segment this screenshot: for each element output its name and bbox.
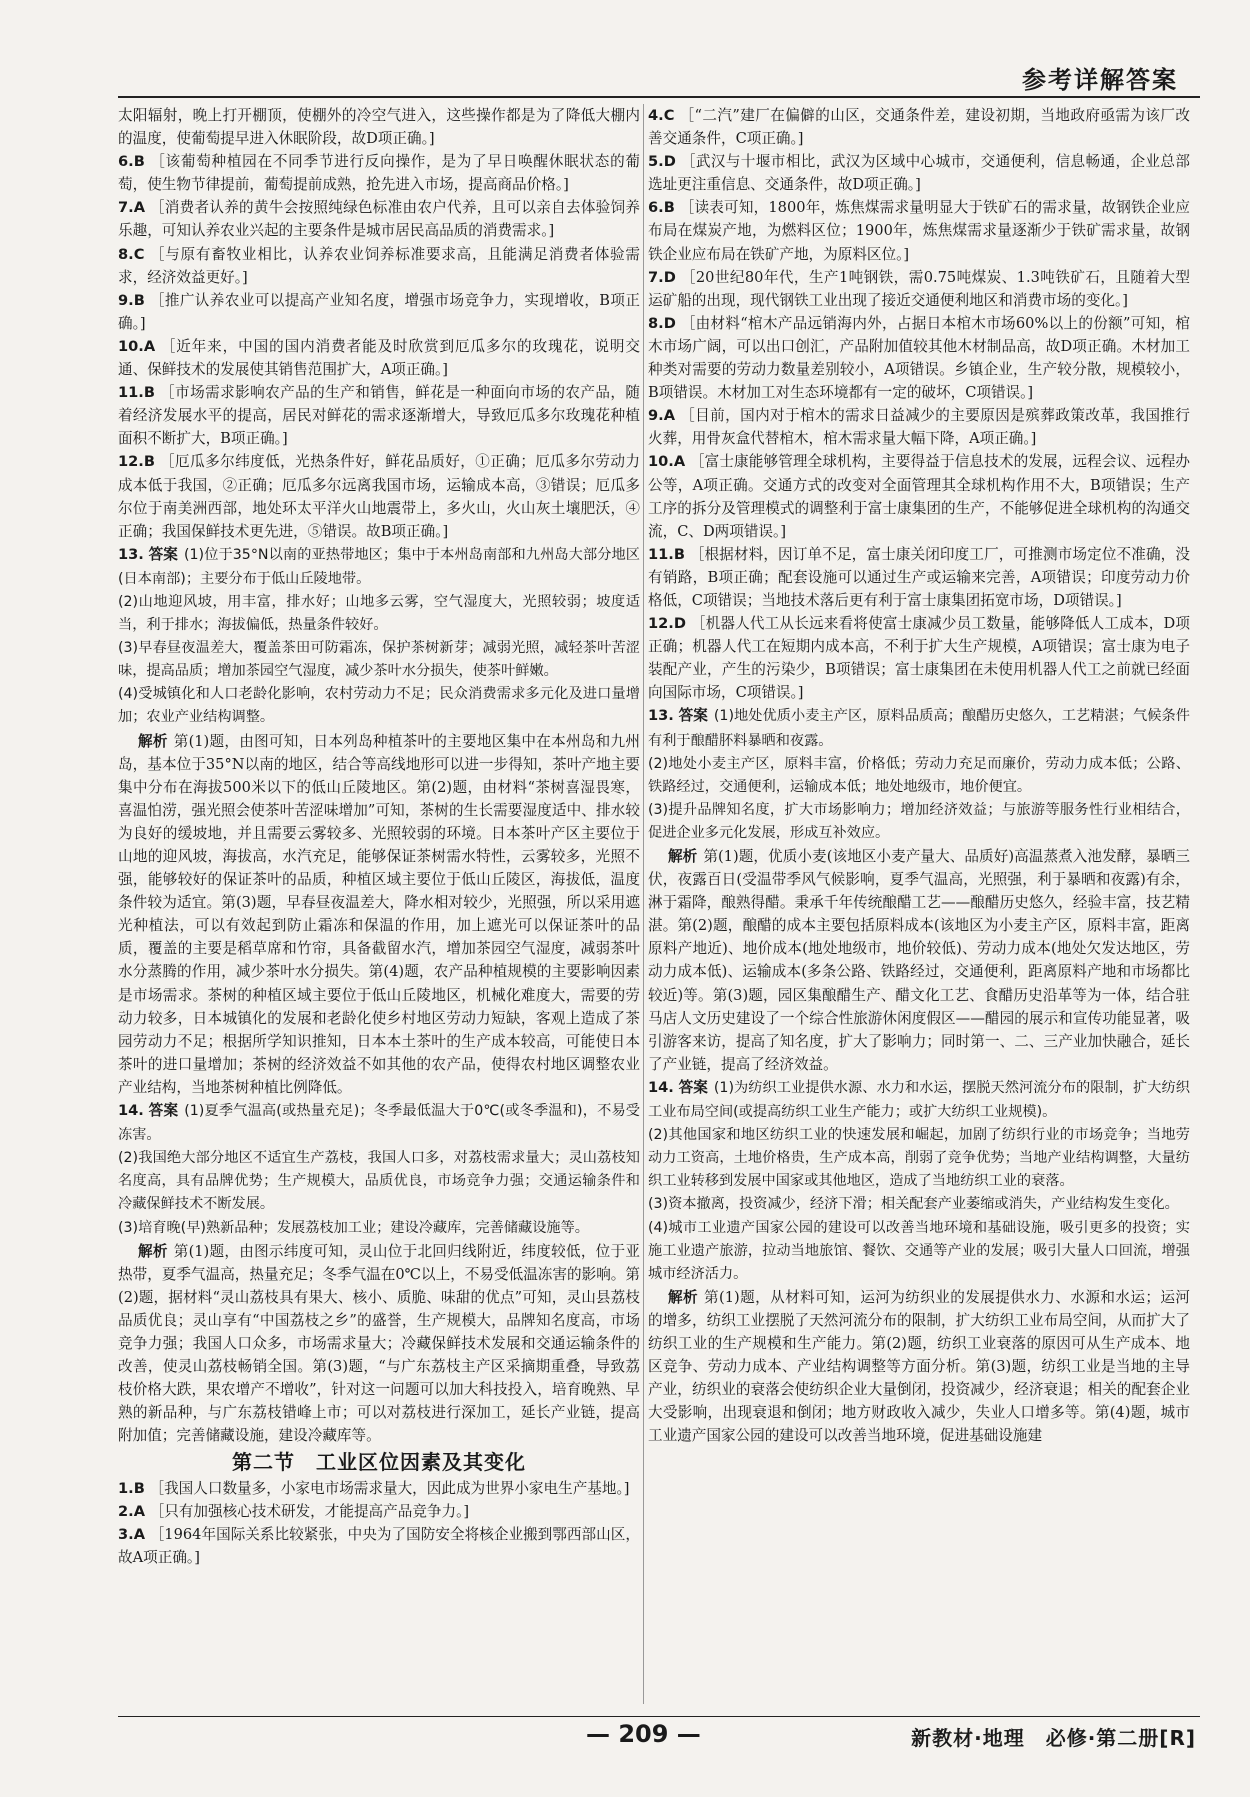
right-column	[648, 104, 1190, 1704]
answer-item	[118, 381, 640, 450]
item-number: 1.B	[118, 1479, 145, 1497]
item-text: ［推广认养农业可以提高产业知名度，增强市场竞争力，实现增收，B项正确。]	[118, 291, 640, 332]
answer-item	[118, 150, 640, 196]
analysis-label: 解析	[668, 848, 698, 865]
answer-text: (3)提升品牌知名度，扩大市场影响力；增加经济效益；与旅游等服务性行业相结合，促进企业多元化发展，形成互补效应。	[648, 801, 1190, 841]
item-text: ［市场需求影响农产品的生产和销售，鲜花是一种面向市场的农产品，随着经济发展水平的提高，居民对鲜花的需求逐渐增大，导致厄瓜多尔玫瑰花种植面积不断扩大，B项正确。]	[118, 384, 640, 448]
analysis-block	[648, 1286, 1190, 1448]
answer-item	[648, 312, 1190, 404]
analysis-label: 解析	[138, 732, 168, 750]
item-number: 9.A	[648, 407, 675, 425]
item-number: 10.A	[648, 453, 686, 471]
item-number: 9.B	[118, 291, 145, 309]
left-column	[118, 104, 640, 1704]
analysis-label: 解析	[668, 1288, 699, 1306]
item-number: 6.B	[118, 153, 145, 171]
item-text: ［与原有畜牧业相比，认养农业饲养标准要求高，且能满足消费者体验需求，经济效益更好。]	[118, 245, 640, 286]
item-text: (1)地处优质小麦主产区，原料品质高；酿醋历史悠久，工艺精湛；气候条件有利于酿醋肧料暴晒和夜露。	[648, 708, 1190, 749]
answer-item	[118, 243, 640, 289]
item-text: ［20世纪80年代，生产1吨钢铁，需0.75吨煤炭、1.3吨铁矿石，且随着大型运矿船的出现，现代钢铁工业出现了接近交通便利地区和消费市场的变化。]	[648, 268, 1190, 309]
item-text: 第(1)题，从材料可知，运河为纺织业的发展提供水力、水源和水运；运河的增多，纺织工业摆脱了天然河流分布的限制，扩大纺织工业布局空间，从而扩大了纺织工业的生产规模和生产能力。第(2)题，纺织工业衰落的原因可从生产成本、地区竞争、劳动力成本、产业结构调整等方面分析。第(3)题，纺织工业是当地的主导产业，纺织业的衰落会使纺织企业大量倒闭，投资减少，经济衰退；相关的配套企业大受影响，出现衰退和倒闭；地方财政收入减少，失业人口增多等。第(4)题，城市工业遗产国家公园的建设可以改善当地环境，促进基础设施建	[648, 1288, 1190, 1445]
item-number: 12.B	[118, 453, 155, 471]
header-title: 参考详解答案	[1022, 66, 1178, 94]
item-text: ［根据材料，因订单不足，富士康关闭印度工厂，可推测市场定位不准确，没有销路，B项正确；配套设施可以通过生产或运输来完善，A项错误；印度劳动力价格低，C项错误；当地技术落后更有利于富士康集团拓宽市场，D项错误。]	[648, 545, 1190, 609]
answer-text: (3)资本撤离，投资减少，经济下滑；相关配套产业萎缩或消失，产业结构发生变化。	[648, 1196, 1179, 1213]
item-number: 6.B	[648, 199, 675, 217]
item-text: ［由材料“棺木产品远销海内外，占据日本棺木市场60%以上的份额”可知，棺木市场广阔，可以出口创汇，产品附加值较其他木材制品高，故D项正确。木材加工种类对需要的劳动力数量差别较小，A项错误。乡镇企业，生产较分散，规模较小，B项错误。木材加工对生态环境都有一定的破坏，C项错误。]	[648, 314, 1190, 402]
answer-item	[118, 450, 640, 542]
answer-item	[648, 404, 1190, 450]
item-number: 14.	[118, 1102, 144, 1120]
answer-item	[118, 1523, 640, 1569]
item-number: 8.D	[648, 314, 676, 332]
answer-label: 答案	[678, 1078, 708, 1096]
item-number: 2.A	[118, 1502, 145, 1520]
answer-item	[118, 1099, 640, 1147]
answer-text: (2)其他国家和地区纺织工业的快速发展和崛起，加剧了纺织行业的市场竞争；当地劳动力工资高，土地价格贵，生产成本高，削弱了竞争优势；当地产业结构调整，大量纺织工业转移到发展中国家或其他地区，造成了当地纺织工业的衰落。	[648, 1127, 1190, 1190]
item-text: ［读表可知，1800年，炼焦煤需求量明显大于铁矿石的需求量，故钢铁企业应布局在煤炭产地，为燃料区位；1900年，炼焦煤需求量逐渐少于铁矿需求量，故钢铁企业应布局在铁矿产地，为原料区位。]	[648, 199, 1190, 263]
answer-label: 答案	[148, 1102, 179, 1120]
item-text: ［“二汽”建厂在偏僻的山区，交通条件差，建设初期，当地政府亟需为该厂改善交通条件，C项正确。]	[648, 107, 1190, 148]
answer-item	[118, 335, 640, 381]
answer-item	[648, 543, 1190, 612]
answer-label: 答案	[148, 545, 178, 563]
item-text: ［富士康能够管理全球机构，主要得益于信息技术的发展，远程会议、远程办公等，A项正确。交通方式的改变对全面管理其全球机构作用不大，B项错误；生产工序的拆分及管理模式的调整利于富士康集团的生产，不能够促进全球机构的沟通交流，C、D两项错误。]	[648, 453, 1190, 540]
item-text: ［1964年国际关系比较紧张，中央为了国防安全将核企业搬到鄂西部山区，故A项正确。]	[118, 1525, 640, 1566]
item-text: ［厄瓜多尔纬度低，光热条件好，鲜花品质好，①正确；厄瓜多尔劳动力成本低于我国，②正确；厄瓜多尔远离我国市场，运输成本高，③错误；厄瓜多尔位于南美洲西部，地处环太平洋火山地震带上，多火山，火山灰土壤肥沃，④正确；我国保鲜技术更先进，⑤错误。故B项正确。]	[118, 453, 640, 540]
analysis-label: 解析	[138, 1242, 168, 1260]
answer-text: (3)早春昼夜温差大，覆盖茶田可防霜冻，保护茶树新芽；减弱光照，减轻茶叶苦涩味，提高品质；增加茶园空气湿度，减少茶叶水分损失，使茶叶鲜嫩。	[118, 640, 640, 680]
item-number: 14.	[648, 1078, 674, 1096]
item-text: ［目前，国内对于棺木的需求日益减少的主要原因是殡葬政策改革，我国推行火葬，用骨灰盒代替棺木，棺木需求量大幅下降，A项正确。]	[648, 407, 1190, 448]
item-text: (1)为纺织工业提供水源、水力和水运，摆脱天然河流分布的限制，扩大纺织工业布局空间(或提高纺织工业生产能力；或扩大纺织工业规模)。	[648, 1079, 1190, 1121]
answer-text: (4)受城镇化和人口老龄化影响，农村劳动力不足；民众消费需求多元化及进口量增加；农业产业结构调整。	[118, 686, 640, 726]
answer-item	[648, 196, 1190, 265]
item-text: 第(1)题，由图示纬度可知，灵山位于北回归线附近，纬度较低，位于亚热带，夏季气温高，热量充足；冬季气温在0℃以上，不易受低温冻害的影响。第(2)题，据材料“灵山荔枝具有果大、核小、质脆、味甜的优点”可知，灵山县荔枝品质优良；灵山享有“中国荔枝之乡”的盛誉，生产规模大，品牌知名度高，市场竞争力强；我国人口众多，市场需求量大；冷藏保鲜技术发展和交通运输条件的改善，使灵山荔枝畅销全国。第(3)题，“与广东荔枝主产区采摘期重叠，导致荔枝价格大跌，果农增产不增收”，针对这一问题可以加大科技投入，培育晚熟、早熟的新品种，与广东荔枝错峰上市；可以对荔枝进行深加工，延长产业链，提高附加值；完善储藏设施，建设冷藏库等。	[118, 1242, 640, 1445]
item-text: ［只有加强核心技术研发，才能提高产品竞争力。]	[149, 1502, 470, 1520]
item-number: 11.B	[648, 545, 685, 563]
item-number: 11.B	[118, 384, 155, 402]
footer-rule	[118, 1716, 1200, 1717]
item-text: 第(1)题，优质小麦(该地区小麦产量大、品质好)高温蒸煮入池发酵，暴晒三伏，夜露百日(受温带季风气候影响，夏季气温高，光照强，利于暴晒和夜露)有余，淋于霜降，酿熟得醋。秉承千年传统酿醋工艺——酿醋历史悠久，经验丰富，技艺精湛。第(2)题，酿醋的成本主要包括原料成本(该地区为小麦主产区，原料丰富，距离原料产地近)、地价成本(地处地级市，地价较低)、劳动力成本(地处欠发达地区，劳动力成本低)、运输成本(多条公路、铁路经过，交通便利，距离原料产地和市场都比较近)等。第(3)题，园区集酿醋生产、醋文化工艺、食醋历史沿革等为一体，结合驻马店人文历史建设了一个综合性旅游休闲度假区——醋园的展示和宣传功能显著，吸引游客来访，提高了知名度，扩大了影响力；同时第一、二、三产业加快融合，延长了产业链，提高了经济效益。	[648, 848, 1190, 1073]
footer-series: 新教材·地理 必修·第二册[R]	[911, 1726, 1196, 1750]
item-text: (1)夏季气温高(或热量充足)；冬季最低温大于0℃(或冬季温和)，不易受冻害。	[118, 1103, 640, 1144]
continued-text: 太阳辐射，晚上打开棚顶，使棚外的冷空气进入，这些操作都是为了降低大棚内的温度，使葡萄提早进入休眠阶段，故D项正确。]	[118, 107, 640, 148]
answer-text: (2)地处小麦主产区，原料丰富，价格低；劳动力充足而廉价，劳动力成本低；公路、铁路经过，交通便利，运输成本低；地处地级市，地价便宜。	[648, 755, 1190, 795]
item-number: 13.	[648, 707, 674, 725]
item-number: 7.A	[118, 199, 145, 217]
item-number: 13.	[118, 545, 144, 563]
answer-item	[648, 612, 1190, 704]
item-text: (1)位于35°N以南的亚热带地区；集中于本州岛南部和九州岛大部分地区(日本南部)；主要分布于低山丘陵地带。	[118, 546, 640, 587]
item-text: ［我国人口数量多，小家电市场需求量大，因此成为世界小家电生产基地。]	[149, 1479, 630, 1497]
answer-label: 答案	[678, 707, 708, 725]
item-number: 5.D	[648, 153, 676, 171]
page-number: — 209 —	[586, 1720, 701, 1748]
answer-item	[118, 1500, 640, 1523]
answer-text: (2)山地迎风坡，用丰富，排水好；山地多云雾，空气湿度大，光照较弱；坡度适当，利于排水；海拔偏低，热量条件较好。	[118, 593, 640, 634]
answer-text: (2)我国绝大部分地区不适宜生产荔枝，我国人口多，对荔枝需求量大；灵山荔枝知名度高，具有品牌优势；生产规模大，品质优良，市场竞争力强；交通运输条件和冷藏保鲜技术不断发展。	[118, 1150, 640, 1213]
answer-item	[118, 1477, 640, 1500]
item-number: 4.C	[648, 107, 675, 124]
answer-item	[118, 543, 640, 591]
analysis-block	[118, 730, 640, 1100]
answer-item	[648, 104, 1190, 150]
item-text: 第(1)题，由图可知，日本列岛种植茶叶的主要地区集中在本州岛和九州岛，基本位于35°N以南的地区，结合等高线地形可以进一步得知，茶叶产地主要集中分布在海拔500米以下的低山丘陵地区。第(2)题，由材料“茶树喜湿畏寒，喜温怕涝，强光照会使茶叶苦涩味增加”可知，茶树的生长需要湿度适中、排水较为良好的缓坡地，并且需要云雾较多、光照较弱的环境。日本茶叶产区主要位于山地的迎风坡，海拔高，水汽充足，能够保证茶树需水特性，云雾较多，光照不强，能够较好的保证茶叶的品质，种植区域主要位于低山丘陵区，海拔低，温度条件较为适宜。第(3)题，早春昼夜温差大，降水相对较少，光照强，所以采用遮光种植法，可以有效起到防止霜冻和保温的作用，加上遮光可以保证茶叶的品质，覆盖的主要是稻草席和竹帘，具备截留水汽，增加茶园空气湿度，减弱茶叶水分蒸腾的作用，减少茶叶水分损失。第(4)题，农产品种植规模的主要影响因素是市场需求。茶树的种植区域主要位于低山丘陵地区，机械化难度大，需要的劳动力较多，日本城镇化的发展和老龄化使乡村地区劳动力短缺，客观上造成了茶园劳动力不足；根据所学知识推知，日本本土茶叶的生产成本较高，可能使日本茶叶的进口量增加；茶树的经济效益不如其他的农产品，使得农村地区调整农业产业结构，当地茶树种植比例降低。	[118, 732, 640, 1096]
analysis-block	[648, 845, 1190, 1076]
column-divider	[643, 104, 644, 1704]
item-text: ［机器人代工从长远来看将使富士康减少员工数量，能够降低人工成本，D项正确；机器人代工在短期内成本高，不利于扩大生产规模，A项错误；富士康为电子装配产业，产生的污染少，B项错误；富士康集团在未使用机器人代工之前就已经面向国际市场，C项错误。]	[648, 615, 1190, 702]
answer-text: (3)培育晚(早)熟新品种；发展荔枝加工业；建设冷藏库，完善储藏设施等。	[118, 1219, 589, 1236]
answer-item	[648, 704, 1190, 752]
item-text: ［近年来，中国的国内消费者能及时欣赏到厄瓜多尔的玫瑰花，说明交通、保鲜技术的发展使其销售范围扩大，A项正确。]	[118, 337, 640, 379]
item-number: 12.D	[648, 615, 686, 633]
analysis-block	[118, 1240, 640, 1448]
item-text: ［消费者认养的黄牛会按照纯绿色标准由农户代养，且可以亲自去体验饲养乐趣，可知认养农业兴起的主要条件是城市居民高品质的消费需求。]	[118, 199, 640, 240]
item-number: 8.C	[118, 245, 145, 263]
item-text: ［该葡萄种植园在不同季节进行反向操作，是为了早日唤醒休眠状态的葡萄，使生物节律提前，葡萄提前成熟，抢先进入市场，提高商品价格。]	[118, 153, 640, 194]
item-text: ［武汉与十堰市相比，武汉为区域中心城市，交通便利，信息畅通，企业总部选址更注重信息、交通条件，故D项正确。]	[648, 153, 1190, 194]
item-number: 7.D	[648, 268, 676, 286]
answer-item	[648, 266, 1190, 312]
answer-text: (4)城市工业遗产国家公园的建设可以改善当地环境和基础设施，吸引更多的投资；实施工业遗产旅游，拉动当地旅馆、餐饮、交通等产业的发展；吸引大量人口回流，增强城市经济活力。	[648, 1219, 1190, 1282]
answer-item	[648, 1076, 1190, 1124]
answer-item	[648, 450, 1190, 542]
item-number: 10.A	[118, 337, 156, 355]
answer-item	[118, 196, 640, 242]
answer-item	[118, 289, 640, 335]
answer-item	[648, 150, 1190, 196]
item-number: 3.A	[118, 1525, 145, 1543]
section-title: 第二节 工业区位因素及其变化	[232, 1450, 526, 1475]
header-rule	[118, 96, 1200, 98]
